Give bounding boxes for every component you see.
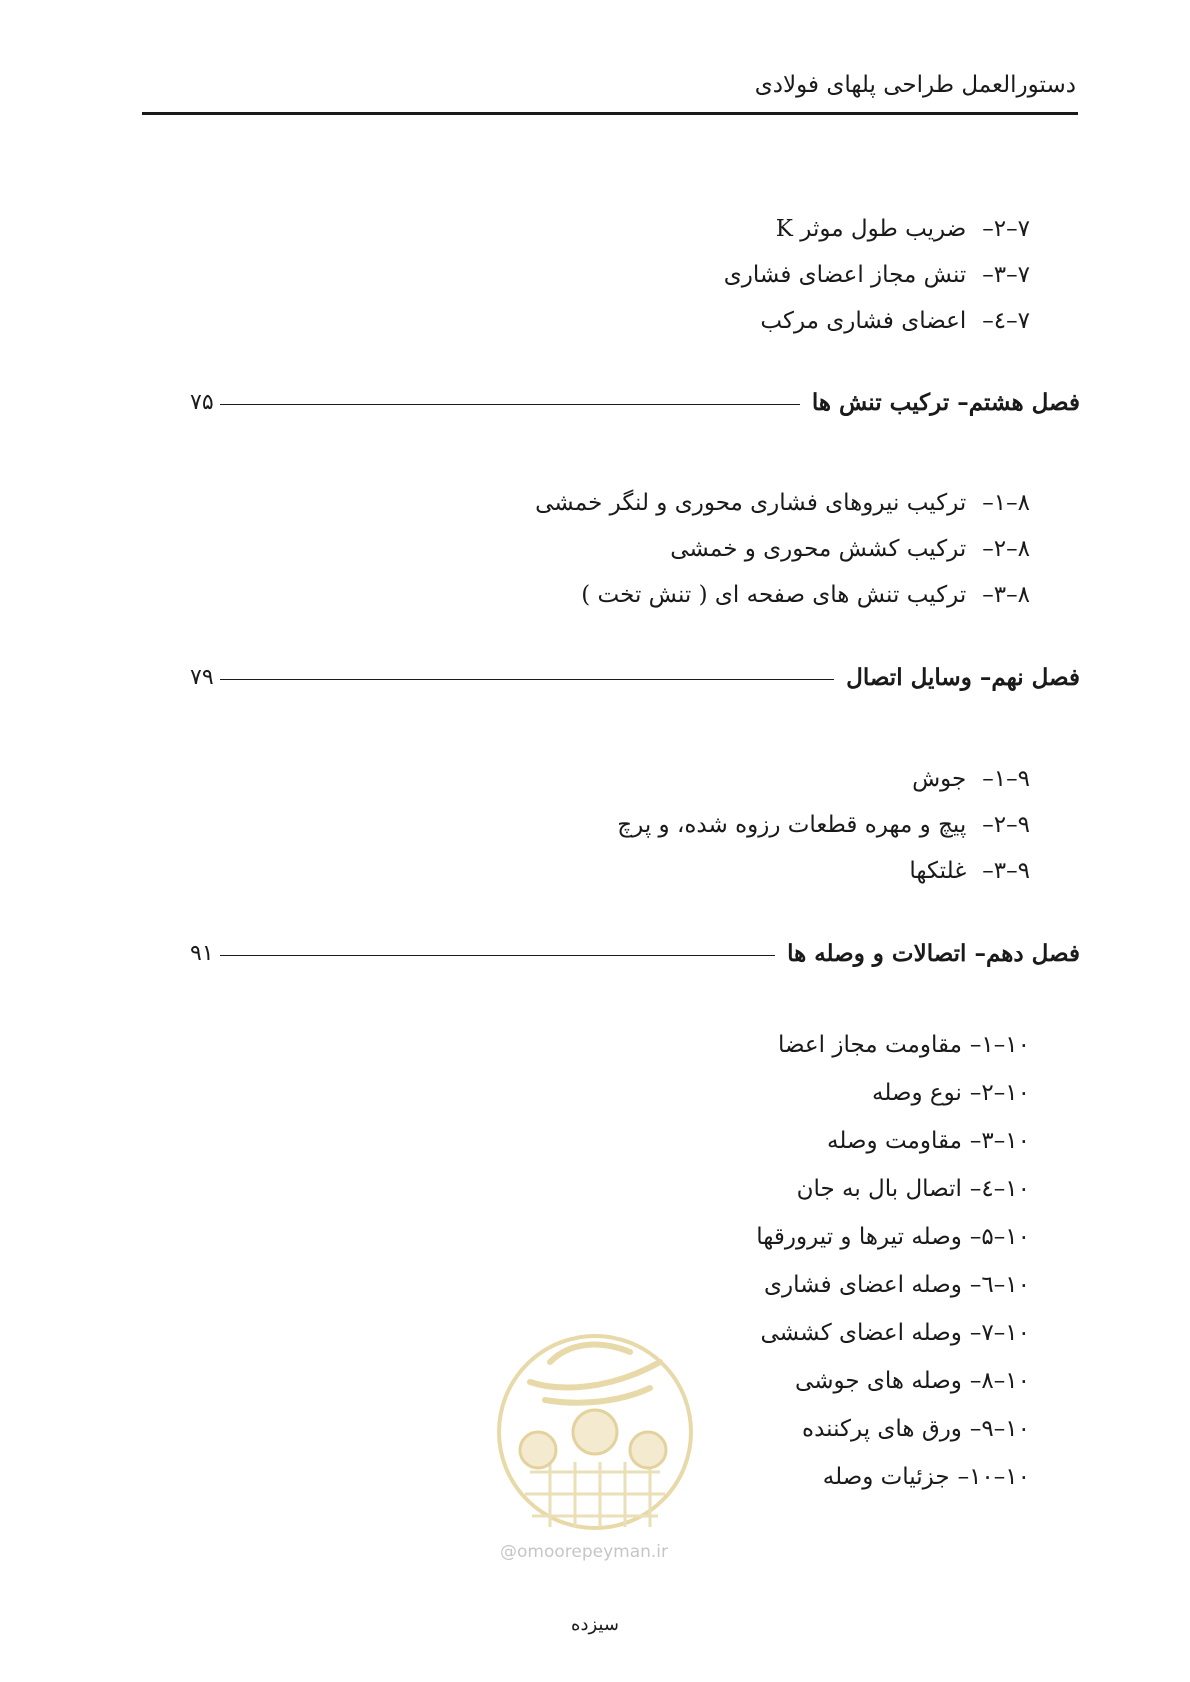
toc-item-number: ۱۰–٤– [969,1176,1030,1202]
toc-item-number: ۱۰–۷– [969,1320,1030,1346]
watermark-url: @omoorepeyman.ir [500,1542,669,1562]
toc-item-label: جزئیات وصله [822,1464,950,1490]
toc-item-number: ۸–۳– [982,582,1030,608]
toc-chapter-9[interactable] [190,660,1080,694]
toc-item-number: ۸–۱– [982,490,1030,516]
toc-item-label: جوش [912,766,967,792]
toc-item-number: ۹–۱– [982,766,1030,792]
toc-item-label: ترکیب کشش محوری و خمشی [670,536,967,562]
toc-item-label: مقاومت وصله [827,1128,962,1154]
chapter-title: فصل نهم– وسایل اتصال [846,663,1080,691]
header-rule [142,112,1078,115]
chapter-page-number: ۷۵ [190,389,214,415]
toc-item-7-4[interactable] [760,306,1030,336]
toc-item-7-3[interactable] [724,260,1030,290]
toc-item-number: ۸–۲– [982,536,1030,562]
toc-item-label: نوع وصله [872,1080,962,1106]
toc-item-7-2[interactable] [776,214,1030,244]
toc-item-label: اعضای فشاری مرکب [760,308,967,334]
toc-chapter-10[interactable] [190,936,1080,970]
running-header-title: دستورالعمل طراحی پلهای فولادی [754,72,1076,98]
leader-line [220,955,775,956]
toc-item-number: ۱۰–۳– [969,1128,1030,1154]
toc-item-label: اتصال بال به جان [796,1176,962,1202]
toc-item-10-4[interactable] [797,1174,1030,1204]
toc-item-label: ترکیب تنش های صفحه ای ( تنش تخت ) [581,582,967,608]
toc-item-8-2[interactable] [670,534,1030,564]
toc-item-label: ضریب طول موثر K [775,216,967,242]
toc-item-label: ورق های پرکننده [802,1416,962,1442]
toc-item-number: ۷–۲– [982,216,1030,242]
toc-item-9-1[interactable] [912,764,1030,794]
toc-item-number: ۷–٤– [982,308,1030,334]
toc-item-number: ۱۰–۸– [969,1368,1030,1394]
toc-item-10-3[interactable] [827,1126,1030,1156]
toc-item-10-10[interactable] [823,1462,1030,1492]
toc-item-9-2[interactable] [617,810,1030,840]
toc-item-label: وصله اعضای فشاری [764,1272,962,1298]
toc-item-number: ۱۰–٦– [969,1272,1030,1298]
watermark-logo-icon [490,1322,700,1572]
toc-item-number: ۷–۳– [982,262,1030,288]
toc-item-label: تنش مجاز اعضای فشاری [723,262,967,288]
toc-item-number: ۱۰–۱۰– [957,1464,1030,1490]
toc-chapter-8[interactable] [190,385,1080,419]
toc-item-label: پیچ و مهره قطعات رزوه شده، و پرچ [617,812,967,838]
toc-item-10-7[interactable] [760,1318,1030,1348]
toc-item-label: غلتکها [909,858,967,884]
toc-item-8-1[interactable] [535,488,1030,518]
toc-item-number: ۹–۲– [982,812,1030,838]
chapter-page-number: ۷۹ [190,664,214,690]
toc-item-number: ۱۰–۵– [969,1224,1030,1250]
toc-item-number: ۱۰–۱– [969,1032,1030,1058]
toc-item-10-2[interactable] [872,1078,1030,1108]
toc-item-label: وصله های جوشی [795,1368,962,1394]
leader-line [220,404,800,405]
toc-item-label: مقاومت مجاز اعضا [777,1032,962,1058]
toc-item-label: وصله اعضای کششی [760,1320,962,1346]
toc-item-number: ۱۰–۲– [969,1080,1030,1106]
toc-item-8-3[interactable] [581,580,1030,610]
toc-item-number: ۱۰–۹– [969,1416,1030,1442]
toc-item-10-8[interactable] [795,1366,1030,1396]
toc-item-10-6[interactable] [764,1270,1030,1300]
toc-item-9-3[interactable] [909,856,1030,886]
toc-item-10-1[interactable] [778,1030,1030,1060]
toc-item-label: وصله تیرها و تیرورقها [756,1224,962,1250]
chapter-title: فصل دهم– اتصالات و وصله ها [787,939,1080,967]
toc-item-10-9[interactable] [802,1414,1030,1444]
toc-item-number: ۹–۳– [982,858,1030,884]
leader-line [220,679,835,680]
chapter-title: فصل هشتم– ترکیب تنش ها [811,388,1080,416]
footer-page-number: سیزده [571,1614,619,1635]
toc-item-label: ترکیب نیروهای فشاری محوری و لنگر خمشی [535,490,967,516]
chapter-page-number: ۹۱ [190,940,214,966]
toc-item-10-5[interactable] [756,1222,1030,1252]
